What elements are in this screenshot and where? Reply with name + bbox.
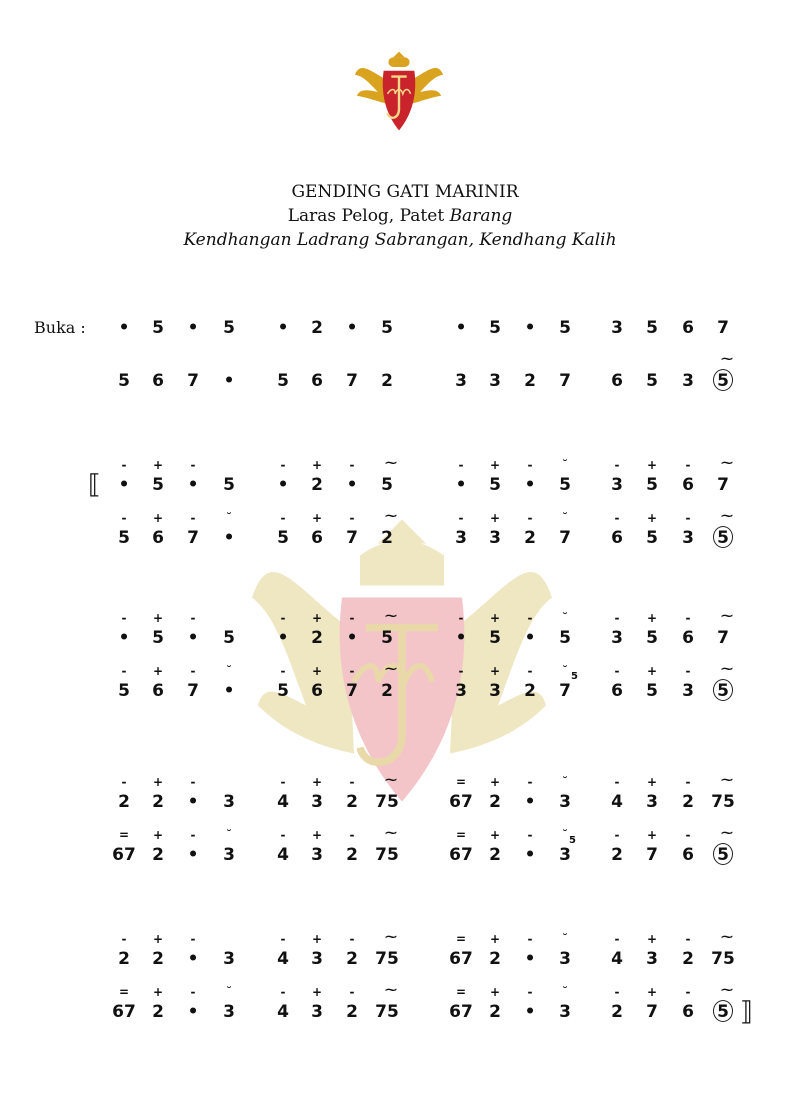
main-row-3-note: • <box>277 628 289 648</box>
kethuk-mark: - <box>527 511 533 525</box>
main-row-4-note: • <box>223 681 235 701</box>
main-row-4-note: 2 <box>381 681 393 701</box>
kethuk-mark: - <box>527 775 533 789</box>
buka-row-2-note: • <box>223 371 235 391</box>
main-row-3-note: 5 <box>381 628 393 648</box>
gong-mark: ⁓ <box>385 509 397 523</box>
gong-mark: ⁓ <box>721 662 733 676</box>
main-row-4-note: 5 <box>277 681 289 701</box>
gong-mark: ⁓ <box>385 456 397 470</box>
main-row-6-note: 6 <box>682 845 694 865</box>
kempul-mark: + <box>646 932 658 946</box>
main-row-7-note: 2 <box>152 949 164 969</box>
buka-row-1-note: • <box>346 318 358 338</box>
main-row-3-note: 7 <box>717 628 729 648</box>
kempul-mark: + <box>489 828 501 842</box>
kethuk-mark: - <box>280 664 286 678</box>
superscript-five: 5 <box>571 671 578 682</box>
main-row-5-note: 3 <box>646 792 658 812</box>
main-row-5-note: 3 <box>223 792 235 812</box>
kempul-mark: + <box>152 985 164 999</box>
main-row-1-note: 5 <box>152 475 164 495</box>
buka-row-1-note: 3 <box>611 318 623 338</box>
kempul-mark: + <box>489 611 501 625</box>
kenong-mark: ˘ <box>226 511 232 525</box>
main-row-6-note: 4 <box>277 845 289 865</box>
main-row-1-note: • <box>455 475 467 495</box>
main-row-7-note: 3 <box>311 949 323 969</box>
kethuk-mark: - <box>614 985 620 999</box>
main-row-6-note: 2 <box>152 845 164 865</box>
main-row-2-note: 6 <box>152 528 164 548</box>
kethuk-mark: - <box>614 828 620 842</box>
main-row-4-note: 7 <box>187 681 199 701</box>
kenong-mark: ˘ <box>226 664 232 678</box>
buka-row-1-note: 5 <box>223 318 235 338</box>
main-row-1-note: 3 <box>611 475 623 495</box>
main-row-3-note: • <box>187 628 199 648</box>
main-row-3-note: • <box>455 628 467 648</box>
main-row-2-note: 2 <box>524 528 536 548</box>
main-row-6-note: • <box>187 845 199 865</box>
main-row-6-note: 2 <box>489 845 501 865</box>
main-row-2-note: 3 <box>489 528 501 548</box>
main-row-7-note: 67 <box>449 949 473 969</box>
gong-mark: ⁓ <box>721 456 733 470</box>
main-row-8-note: 2 <box>346 1002 358 1022</box>
buka-row-2-note: 7 <box>346 371 358 391</box>
kethuk-mark: - <box>614 932 620 946</box>
buka-row-1-note: • <box>187 318 199 338</box>
main-row-6-note: • <box>524 845 536 865</box>
gong-mark: ⁓ <box>721 609 733 623</box>
main-row-6-note: 3 <box>559 845 571 865</box>
main-row-6-note: 5 <box>717 845 729 865</box>
main-row-8-note: 4 <box>277 1002 289 1022</box>
main-row-3-note: 5 <box>223 628 235 648</box>
main-row-4-note: 3 <box>682 681 694 701</box>
main-row-2-note: 5 <box>277 528 289 548</box>
main-row-1-note: 5 <box>559 475 571 495</box>
kempul-mark: + <box>311 985 323 999</box>
buka-row-2-note: 6 <box>152 371 164 391</box>
gong-mark: ⁓ <box>721 930 733 944</box>
kethuk-mark: - <box>685 775 691 789</box>
main-row-3-note: • <box>524 628 536 648</box>
main-row-2-note: 2 <box>381 528 393 548</box>
kempul-mark: + <box>152 932 164 946</box>
gong-mark: ⁓ <box>385 773 397 787</box>
buka-row-2-note: 7 <box>559 371 571 391</box>
buka-row-1-note: 7 <box>717 318 729 338</box>
subtitle-laras: Laras Pelog, Patet <box>287 206 450 226</box>
kethuk-mark: = <box>455 932 467 946</box>
buka-row-2-note: 6 <box>611 371 623 391</box>
main-row-4-note: 7 <box>346 681 358 701</box>
main-row-8-note: 67 <box>449 1002 473 1022</box>
kethuk-mark: = <box>118 828 130 842</box>
kethuk-mark: - <box>527 611 533 625</box>
main-row-7-note: 4 <box>277 949 289 969</box>
kethuk-mark: - <box>349 932 355 946</box>
main-row-3-note: • <box>118 628 130 648</box>
kethuk-mark: - <box>280 511 286 525</box>
kethuk-mark: - <box>614 611 620 625</box>
main-row-4-note: 6 <box>311 681 323 701</box>
buka-row-1-note: • <box>524 318 536 338</box>
kethuk-mark: - <box>349 511 355 525</box>
main-row-3-note: • <box>346 628 358 648</box>
gong-circle-icon <box>713 843 733 865</box>
subtitle-patet: Barang <box>449 206 513 226</box>
kethuk-mark: - <box>349 458 355 472</box>
kethuk-mark: - <box>527 664 533 678</box>
main-row-8-note: 2 <box>152 1002 164 1022</box>
main-row-7-note: 2 <box>346 949 358 969</box>
kethuk-mark: - <box>685 611 691 625</box>
kempul-mark: + <box>311 932 323 946</box>
kempul-mark: + <box>489 932 501 946</box>
main-row-2-note: 6 <box>311 528 323 548</box>
kenong-mark: ˘ <box>226 985 232 999</box>
buka-row-1-note: 5 <box>152 318 164 338</box>
main-row-6-note: 67 <box>449 845 473 865</box>
main-row-1-note: 5 <box>223 475 235 495</box>
kethuk-mark: - <box>614 775 620 789</box>
main-row-7-note: 2 <box>489 949 501 969</box>
buka-row-1-note: 2 <box>311 318 323 338</box>
buka-row-2-note: 5 <box>646 371 658 391</box>
kethuk-mark: - <box>458 511 464 525</box>
gong-circle-icon <box>713 1000 733 1022</box>
main-row-8-note: 2 <box>489 1002 501 1022</box>
main-row-5-note: 75 <box>375 792 399 812</box>
main-row-8-note: 6 <box>682 1002 694 1022</box>
gong-circle-icon <box>713 679 733 701</box>
kethuk-mark: - <box>280 828 286 842</box>
kethuk-mark: - <box>685 511 691 525</box>
main-row-5-note: • <box>187 792 199 812</box>
main-row-5-note: 2 <box>489 792 501 812</box>
main-row-4-note: 6 <box>611 681 623 701</box>
kempul-mark: + <box>489 775 501 789</box>
kempul-mark: + <box>152 458 164 472</box>
buka-row-1-note: 5 <box>381 318 393 338</box>
main-row-3-note: 5 <box>152 628 164 648</box>
kempul-mark: + <box>489 985 501 999</box>
gong-mark: ⁓ <box>385 930 397 944</box>
main-row-3-note: 6 <box>682 628 694 648</box>
buka-label: Buka : <box>34 318 86 337</box>
kethuk-mark: - <box>190 511 196 525</box>
buka-row-2-note: 5 <box>118 371 130 391</box>
kethuk-mark: - <box>121 932 127 946</box>
kenong-mark: ˘ <box>562 458 568 472</box>
main-row-8-note: 75 <box>375 1002 399 1022</box>
buka-row-2-note: 5 <box>277 371 289 391</box>
kethuk-mark: = <box>455 985 467 999</box>
main-row-7-note: 2 <box>682 949 694 969</box>
main-row-6-note: 3 <box>311 845 323 865</box>
kempul-mark: + <box>646 458 658 472</box>
kethuk-mark: - <box>280 458 286 472</box>
kethuk-mark: - <box>458 611 464 625</box>
main-row-5-note: 4 <box>611 792 623 812</box>
gong-mark: ⁓ <box>721 983 733 997</box>
kethuk-mark: - <box>280 775 286 789</box>
gong-circle-icon <box>713 526 733 548</box>
main-row-7-note: 2 <box>118 949 130 969</box>
main-row-2-note: 5 <box>717 528 729 548</box>
buka-row-2-note: 2 <box>381 371 393 391</box>
main-row-8-note: 3 <box>311 1002 323 1022</box>
buka-row-2-note: 5 <box>717 371 729 391</box>
kethuk-mark: = <box>118 985 130 999</box>
kethuk-mark: - <box>280 932 286 946</box>
gong-mark: ⁓ <box>385 662 397 676</box>
main-row-4-note: 2 <box>524 681 536 701</box>
main-row-7-note: 4 <box>611 949 623 969</box>
main-row-2-note: 5 <box>118 528 130 548</box>
main-row-6-note: 7 <box>646 845 658 865</box>
main-row-3-note: 2 <box>311 628 323 648</box>
kenong-mark: ˘ <box>562 932 568 946</box>
main-row-5-note: 3 <box>311 792 323 812</box>
main-row-6-note: 75 <box>375 845 399 865</box>
buka-row-1-note: • <box>277 318 289 338</box>
main-row-6-note: 2 <box>346 845 358 865</box>
kempul-mark: + <box>311 511 323 525</box>
kethuk-mark: - <box>190 611 196 625</box>
kethuk-mark: - <box>190 664 196 678</box>
page-title: GENDING GATI MARINIR <box>291 182 519 202</box>
kempul-mark: + <box>152 828 164 842</box>
main-row-7-note: 3 <box>223 949 235 969</box>
kethuk-mark: - <box>280 611 286 625</box>
buka-row-2-note: 3 <box>489 371 501 391</box>
main-row-4-note: 5 <box>646 681 658 701</box>
kempul-mark: + <box>311 664 323 678</box>
kethuk-mark: - <box>685 985 691 999</box>
kethuk-mark: - <box>349 775 355 789</box>
main-row-5-note: 75 <box>711 792 735 812</box>
kempul-mark: + <box>152 664 164 678</box>
main-row-8-note: 7 <box>646 1002 658 1022</box>
repeat-open-bracket: ⟦ <box>88 470 101 500</box>
kempul-mark: + <box>311 611 323 625</box>
main-row-6-note: 3 <box>223 845 235 865</box>
kempul-mark: + <box>489 458 501 472</box>
kempul-mark: + <box>646 828 658 842</box>
gong-mark: ⁓ <box>385 983 397 997</box>
main-row-5-note: 3 <box>559 792 571 812</box>
kethuk-mark: - <box>280 985 286 999</box>
main-row-8-note: 3 <box>559 1002 571 1022</box>
buka-row-2-note: 2 <box>524 371 536 391</box>
kethuk-mark: - <box>614 458 620 472</box>
kethuk-mark: - <box>685 458 691 472</box>
main-row-5-note: 67 <box>449 792 473 812</box>
kenong-mark: ˘ <box>562 985 568 999</box>
main-row-3-note: 5 <box>646 628 658 648</box>
kethuk-mark: - <box>121 611 127 625</box>
kenong-mark: ˘ <box>562 664 568 678</box>
kethuk-mark: - <box>527 932 533 946</box>
kempul-mark: + <box>489 664 501 678</box>
main-row-7-note: 3 <box>646 949 658 969</box>
gong-mark: ⁓ <box>721 352 733 366</box>
main-row-1-note: 2 <box>311 475 323 495</box>
main-row-8-note: • <box>524 1002 536 1022</box>
main-row-8-note: 2 <box>611 1002 623 1022</box>
main-row-7-note: • <box>524 949 536 969</box>
kethuk-mark: - <box>685 828 691 842</box>
main-row-5-note: 2 <box>346 792 358 812</box>
main-row-1-note: • <box>187 475 199 495</box>
repeat-close-bracket: ⟧ <box>740 997 753 1027</box>
superscript-five: 5 <box>569 835 576 846</box>
main-row-8-note: • <box>187 1002 199 1022</box>
kethuk-mark: - <box>190 775 196 789</box>
kethuk-mark: - <box>458 664 464 678</box>
main-row-1-note: • <box>346 475 358 495</box>
main-row-8-note: 67 <box>112 1002 136 1022</box>
kethuk-mark: - <box>349 611 355 625</box>
main-row-6-note: 2 <box>611 845 623 865</box>
main-row-7-note: 3 <box>559 949 571 969</box>
main-row-3-note: 5 <box>559 628 571 648</box>
kethuk-mark: - <box>121 458 127 472</box>
main-row-4-note: 7 <box>559 681 571 701</box>
kethuk-mark: - <box>685 664 691 678</box>
kenong-mark: ˘ <box>562 511 568 525</box>
kethuk-mark: - <box>121 511 127 525</box>
main-row-5-note: 4 <box>277 792 289 812</box>
main-row-6-note: 67 <box>112 845 136 865</box>
main-row-1-note: 5 <box>646 475 658 495</box>
kempul-mark: + <box>152 511 164 525</box>
kethuk-mark: - <box>614 664 620 678</box>
kethuk-mark: - <box>190 932 196 946</box>
main-row-3-note: 5 <box>489 628 501 648</box>
kethuk-mark: - <box>121 775 127 789</box>
kethuk-mark: - <box>527 458 533 472</box>
kempul-mark: + <box>311 775 323 789</box>
main-row-2-note: 3 <box>455 528 467 548</box>
gong-mark: ⁓ <box>721 826 733 840</box>
main-row-3-note: 3 <box>611 628 623 648</box>
main-row-1-note: 7 <box>717 475 729 495</box>
kenong-mark: ˘ <box>562 828 568 842</box>
buka-row-2-note: 6 <box>311 371 323 391</box>
buka-row-1-note: • <box>118 318 130 338</box>
kempul-mark: + <box>646 985 658 999</box>
main-row-5-note: 2 <box>118 792 130 812</box>
main-row-4-note: 6 <box>152 681 164 701</box>
buka-row-1-note: 6 <box>682 318 694 338</box>
kempul-mark: + <box>311 458 323 472</box>
main-row-8-note: 3 <box>223 1002 235 1022</box>
kempul-mark: + <box>646 611 658 625</box>
kendhangan-line: Kendhangan Ladrang Sabrangan, Kendhang Kalih <box>183 230 617 250</box>
kethuk-mark: - <box>349 985 355 999</box>
kethuk-mark: - <box>190 828 196 842</box>
buka-row-2-note: 3 <box>455 371 467 391</box>
buka-row-2-note: 7 <box>187 371 199 391</box>
main-row-2-note: 7 <box>187 528 199 548</box>
kethuk-mark: - <box>190 985 196 999</box>
main-row-4-note: 3 <box>455 681 467 701</box>
main-row-2-note: 5 <box>646 528 658 548</box>
kethuk-mark: - <box>614 511 620 525</box>
kenong-mark: ˘ <box>562 775 568 789</box>
main-row-2-note: 7 <box>346 528 358 548</box>
main-row-5-note: 2 <box>152 792 164 812</box>
kethuk-mark: - <box>685 932 691 946</box>
main-row-8-note: 5 <box>717 1002 729 1022</box>
main-row-5-note: 2 <box>682 792 694 812</box>
buka-row-1-note: 5 <box>559 318 571 338</box>
kethuk-mark: - <box>349 664 355 678</box>
main-row-2-note: 6 <box>611 528 623 548</box>
main-row-4-note: 5 <box>118 681 130 701</box>
gong-mark: ⁓ <box>385 826 397 840</box>
gong-mark: ⁓ <box>721 509 733 523</box>
kenong-mark: ˘ <box>226 828 232 842</box>
kethuk-mark: - <box>527 985 533 999</box>
kempul-mark: + <box>646 775 658 789</box>
main-row-2-note: • <box>223 528 235 548</box>
kethuk-mark: = <box>455 828 467 842</box>
buka-row-1-note: 5 <box>489 318 501 338</box>
buka-row-1-note: • <box>455 318 467 338</box>
kempul-mark: + <box>152 611 164 625</box>
kethuk-mark: - <box>190 458 196 472</box>
main-row-1-note: • <box>118 475 130 495</box>
kethuk-mark: - <box>349 828 355 842</box>
kempul-mark: + <box>646 664 658 678</box>
kethuk-mark: - <box>458 458 464 472</box>
main-row-1-note: 5 <box>489 475 501 495</box>
main-row-5-note: • <box>524 792 536 812</box>
main-row-7-note: • <box>187 949 199 969</box>
buka-row-2-note: 3 <box>682 371 694 391</box>
main-row-7-note: 75 <box>711 949 735 969</box>
kempul-mark: + <box>152 775 164 789</box>
buka-row-1-note: 5 <box>646 318 658 338</box>
main-row-7-note: 75 <box>375 949 399 969</box>
main-row-2-note: 3 <box>682 528 694 548</box>
kempul-mark: + <box>646 511 658 525</box>
gong-mark: ⁓ <box>721 773 733 787</box>
kethuk-mark: - <box>121 664 127 678</box>
kethuk-mark: - <box>527 828 533 842</box>
main-row-4-note: 5 <box>717 681 729 701</box>
gong-mark: ⁓ <box>385 609 397 623</box>
main-row-1-note: • <box>524 475 536 495</box>
main-row-1-note: • <box>277 475 289 495</box>
kempul-mark: + <box>311 828 323 842</box>
gong-circle-icon <box>713 369 733 391</box>
main-row-4-note: 3 <box>489 681 501 701</box>
kempul-mark: + <box>489 511 501 525</box>
kethuk-mark: = <box>455 775 467 789</box>
main-row-1-note: 6 <box>682 475 694 495</box>
main-row-2-note: 7 <box>559 528 571 548</box>
main-row-1-note: 5 <box>381 475 393 495</box>
kenong-mark: ˘ <box>562 611 568 625</box>
